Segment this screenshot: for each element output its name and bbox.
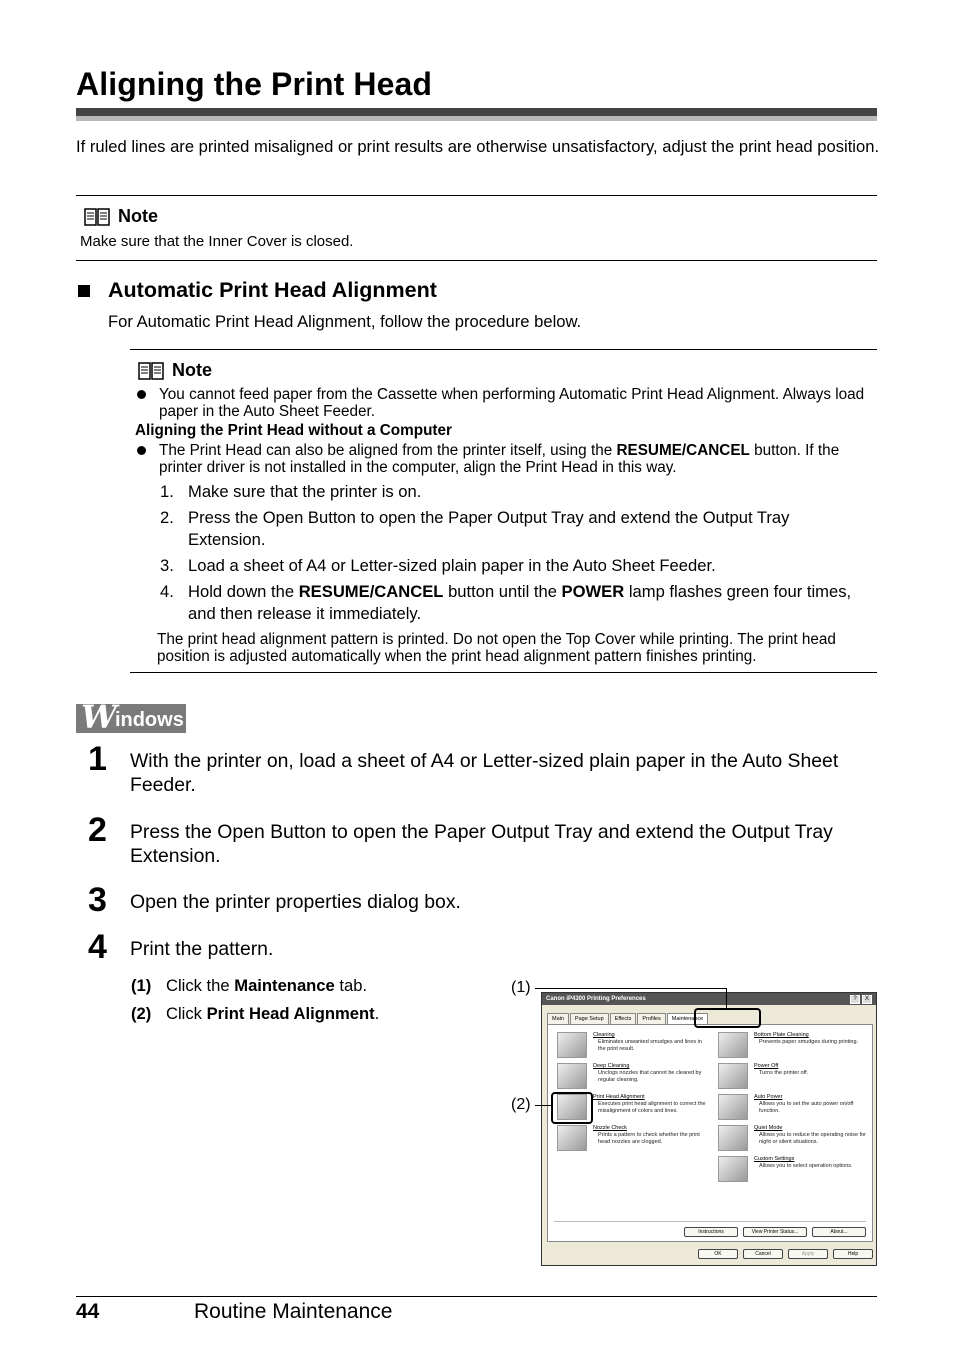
footer-divider [76,1296,877,1297]
tab-effects[interactable]: Effects [610,1013,637,1024]
printing-preferences-dialog [541,992,877,1266]
step [76,811,878,868]
step-number: 4 [88,928,107,966]
custom-settings-icon [718,1156,748,1182]
callout-leader-line [535,1105,552,1106]
section-heading-label: Automatic Print Head Alignment [108,278,437,302]
divider [130,672,877,673]
note-heading-label: Note [172,360,212,380]
apply-button[interactable]: Apply [788,1249,828,1259]
callout-leader-line [726,988,727,1009]
note-subheading: Aligning the Print Head without a Computer [135,422,452,439]
deep-cleaning-item[interactable]: Deep Cleaning Unclogs nozzles that cannot be cleared by regular cleaning. [557,1063,707,1089]
note-bullet-text: You cannot feed paper from the Cassette when performing Automatic Print Head Alignment. Always load paper in the Auto Sheet Feeder. [159,386,865,420]
step-number: 3 [88,881,107,919]
note-text: Make sure that the Inner Cover is closed. [80,233,354,250]
list-item: 3. Load a sheet of A4 or Letter-sized plain paper in the Auto Sheet Feeder. [160,556,716,575]
windows-badge: W indows [76,704,186,733]
dialog-titlebar: Canon iP4300 Printing Preferences [542,993,876,1005]
cancel-button[interactable]: Cancel [743,1249,783,1259]
numbered-list [160,481,860,629]
bottom-plate-cleaning-item[interactable]: Bottom Plate Cleaning Prevents paper smudges during printing. [718,1032,868,1058]
footer-section-title: Routine Maintenance [194,1300,393,1323]
note-heading [138,360,212,381]
deep-cleaning-icon [557,1063,587,1089]
bullet-dot-icon [137,446,146,455]
square-bullet-icon [78,285,90,297]
help-icon[interactable]: ? [850,995,860,1004]
list-item: 1. Make sure that the printer is on. [160,482,422,501]
substep: (1) Click the Maintenance tab. [131,976,368,995]
step [76,881,878,919]
step-text: Print the pattern. [130,938,274,960]
quiet-mode-icon [718,1125,748,1151]
step-number: 1 [88,740,107,778]
step [76,740,878,797]
callout-maintenance-tab [694,1008,761,1028]
maintenance-panel [547,1024,873,1242]
list-item: 4. Hold down the RESUME/CANCEL button until the POWER lamp flashes green four times, and then release it immediately. [160,582,852,623]
auto-power-item[interactable]: Auto Power Allows you to set the auto power on/off function. [718,1094,868,1120]
callout-leader-line [535,988,727,989]
bottom-plate-cleaning-icon [718,1032,748,1058]
power-off-icon [718,1063,748,1089]
page-title: Aligning the Print Head [76,66,433,102]
book-icon [84,208,110,226]
tab-page-setup[interactable]: Page Setup [570,1013,609,1024]
view-printer-status-button[interactable]: View Printer Status... [743,1227,807,1237]
instructions-button[interactable]: Instructions [684,1227,738,1237]
note-closing-text: The print head alignment pattern is printed. Do not open the Top Cover while printing. The print head position is adjusted automatically when the print head alignment pattern finishes printing. [157,631,836,665]
about-button[interactable]: About... [812,1227,866,1237]
power-off-item[interactable]: Power Off Turns the printer off. [718,1063,868,1089]
callout-label: (1) [511,979,531,996]
book-icon [138,362,164,380]
step [76,928,878,966]
substep: (2) Click Print Head Alignment. [131,1004,380,1023]
note-bullet-text: The Print Head can also be aligned from the printer itself, using the RESUME/CANCEL button. If the printer driver is not installed in the computer, align the Print Head in this way. [159,442,840,476]
dialog-tabs [547,1013,709,1024]
tab-maintenance[interactable]: Maintenance [667,1013,709,1024]
nozzle-check-item[interactable]: Nozzle Check Prints a pattern to check whether the print head nozzles are clogged. [557,1125,707,1151]
divider [76,195,877,196]
note-heading-label: Note [118,206,158,226]
tab-main[interactable]: Main [547,1013,569,1024]
note-heading [84,206,158,227]
divider [76,260,877,261]
auto-power-icon [718,1094,748,1120]
page-number: 44 [76,1300,100,1323]
note-bullet [135,386,875,420]
help-button[interactable]: Help [833,1249,873,1259]
ok-button[interactable]: OK [698,1249,738,1259]
callout-label: (2) [511,1096,531,1113]
step-text: With the printer on, load a sheet of A4 or Letter-sized plain paper in the Auto Sheet Feeder. [130,750,839,796]
divider [130,349,877,350]
step-number: 2 [88,811,107,849]
nozzle-check-icon [557,1125,587,1151]
list-item: 2. Press the Open Button to open the Paper Output Tray and extend the Output Tray Extension. [160,508,790,549]
note-bullet [135,442,875,476]
section-intro: For Automatic Print Head Alignment, follow the procedure below. [108,312,582,331]
title-underline-bar [76,108,877,121]
intro-paragraph: If ruled lines are printed misaligned or print results are otherwise unsatisfactory, adjust the print head position. [76,137,880,156]
quiet-mode-item[interactable]: Quiet Mode Allows you to reduce the operating noise for night or silent situations. [718,1125,868,1151]
step-text: Open the printer properties dialog box. [130,891,461,913]
divider [554,1221,866,1222]
bullet-dot-icon [137,390,146,399]
cleaning-icon [557,1032,587,1058]
cleaning-item[interactable]: Cleaning Eliminates unwanted smudges and lines in the print result. [557,1032,707,1058]
close-icon[interactable]: X [862,995,872,1004]
section-heading [78,278,437,303]
print-head-alignment-item[interactable]: Print Head Alignment Executes print head alignment to correct the misalignment of colors and lines. [557,1094,707,1120]
callout-print-head-alignment [551,1092,593,1124]
step-text: Press the Open Button to open the Paper Output Tray and extend the Output Tray Extension. [130,821,833,867]
tab-profiles[interactable]: Profiles [637,1013,665,1024]
custom-settings-item[interactable]: Custom Settings Allows you to select operation options. [718,1156,868,1182]
